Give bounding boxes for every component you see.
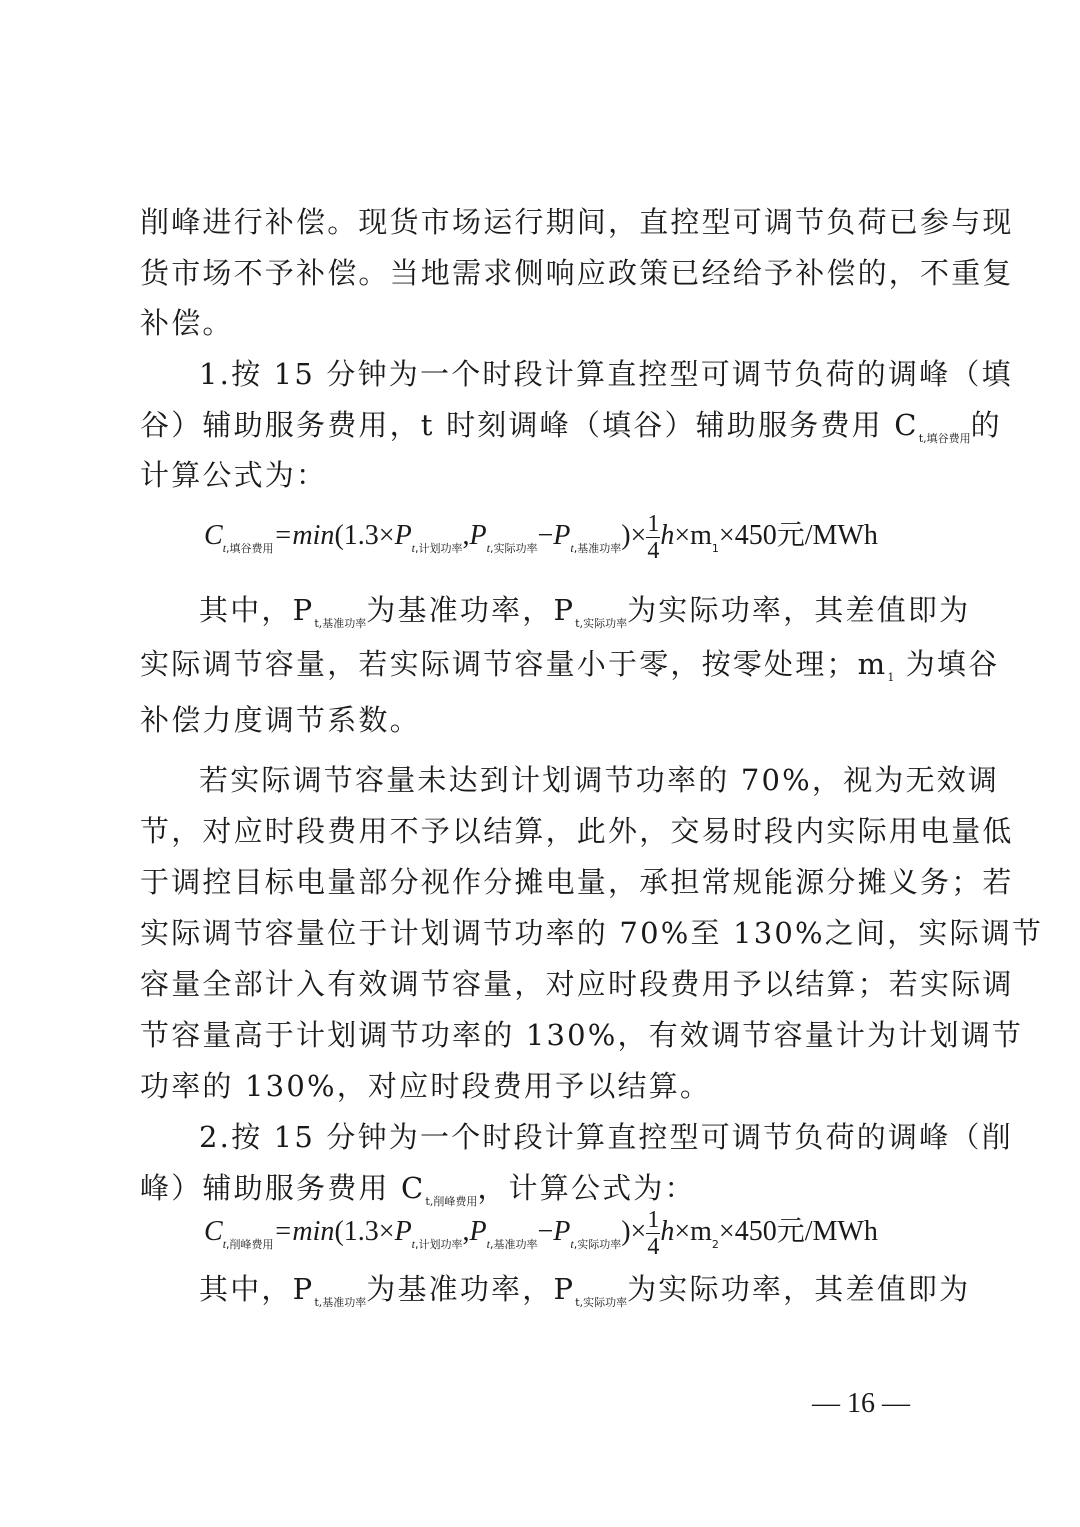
text-run: 为填谷 (894, 647, 1000, 681)
formula-subscript: t (222, 540, 227, 555)
formula-symbol: P (553, 519, 571, 551)
formula-text: (1.3× (334, 1215, 395, 1247)
formula-symbol: P (469, 519, 487, 551)
formula-subscript: ,基准功率 (489, 1237, 538, 1251)
paragraph-line: 计算公式为： (140, 458, 328, 492)
formula-text: ×m (674, 519, 712, 551)
formula-symbol: h (660, 1215, 675, 1247)
text-run: 的 (970, 408, 1002, 442)
paragraph-line: 若实际调节容量未达到计划调节功率的 70%，视为无效调 (199, 763, 1000, 797)
formula-text: , (462, 1215, 470, 1247)
formula-subscript: t (486, 540, 490, 555)
text-run: 为基准功率，P (366, 593, 576, 627)
formula-subscript: ,填谷费用 (226, 541, 274, 555)
formula-subscript: 2 (711, 1237, 719, 1251)
paragraph-line (199, 593, 971, 630)
text-run: 其中，P (199, 593, 315, 627)
subscript: t,基准功率 (314, 1296, 367, 1309)
formula-subscript: t (570, 540, 574, 555)
formula-symbol: P (469, 1215, 487, 1247)
text-run: 为实际功率，其差值即为 (627, 1272, 971, 1306)
formula-subscript: t (486, 1236, 490, 1251)
page-number: — 16 — (812, 1388, 910, 1419)
paragraph-line: 节，对应时段费用不予以结算，此外，交易时段内实际用电量低 (140, 814, 1014, 848)
text-run: 实际调节容量，若实际调节容量小于零，按零处理；m (140, 647, 888, 681)
subscript: t,基准功率 (314, 617, 367, 630)
subscript: t,实际功率 (575, 617, 628, 630)
formula-symbol: P (394, 1215, 412, 1247)
formula-subscript: t (411, 1236, 416, 1251)
text-run: 谷）辅助服务费用，t 时刻调峰（填谷）辅助服务费用 C (140, 408, 919, 442)
formula-symbol: C (204, 519, 223, 551)
formula-symbol: C (204, 1215, 223, 1247)
subscript: t,实际功率 (575, 1296, 628, 1309)
formula-text: ×m (674, 1215, 712, 1247)
paragraph-line: 2.按 15 分钟为一个时段计算直控型可调节负荷的调峰（削 (199, 1120, 1013, 1154)
formula-text: , (462, 519, 470, 551)
fraction-denominator: 4 (647, 1234, 660, 1260)
formula-subscript: ,基准功率 (573, 541, 622, 555)
paragraph-line: 削峰进行补偿。现货市场运行期间，直控型可调节负荷已参与现 (140, 205, 1014, 239)
formula-peak-shaving-fee (204, 1208, 878, 1259)
fraction-numerator: 1 (647, 511, 660, 537)
subscript: t,削峰费用 (425, 1195, 478, 1208)
paragraph-line: 补偿力度调节系数。 (140, 703, 421, 737)
paragraph-line (140, 408, 1002, 445)
formula-fraction (646, 512, 660, 563)
formula-subscript: 1 (711, 541, 719, 555)
formula-subscript: ,实际功率 (489, 541, 538, 555)
paragraph-line: 实际调节容量位于计划调节功率的 70%至 130%之间，实际调节 (140, 916, 1044, 950)
formula-subscript: ,计划功率 (415, 541, 463, 555)
subscript: 1 (887, 671, 895, 684)
formula-text: (1.3× (334, 519, 395, 551)
paragraph-line: 1.按 15 分钟为一个时段计算直控型可调节负荷的调峰（填 (199, 357, 1013, 391)
formula-subscript: ,实际功率 (573, 1237, 622, 1251)
formula-text: )× (621, 1215, 647, 1247)
subscript: t,填谷费用 (918, 432, 971, 445)
text-run: 其中，P (199, 1272, 315, 1306)
text-run: 峰）辅助服务费用 C (140, 1171, 426, 1205)
paragraph-line (140, 1171, 940, 1208)
formula-text: )× (621, 519, 647, 551)
formula-subscript: ,削峰费用 (226, 1237, 274, 1251)
text-run: ，计算公式为： (477, 1171, 696, 1205)
formula-subscript: t (222, 1236, 227, 1251)
paragraph-line (140, 647, 1000, 684)
formula-subscript: t (570, 1236, 574, 1251)
formula-fill-valley-fee (204, 512, 878, 563)
formula-text: ×450元/MWh (718, 1215, 878, 1247)
formula-subscript: t (411, 540, 416, 555)
formula-operator: =min (273, 1215, 335, 1247)
fraction-denominator: 4 (647, 538, 660, 564)
paragraph-line: 节容量高于计划调节功率的 130%，有效调节容量计为计划调节 (140, 1018, 1024, 1052)
formula-symbol: P (553, 1215, 571, 1247)
formula-text: ×450元/MWh (718, 519, 878, 551)
paragraph-line: 功率的 130%，对应时段费用予以结算。 (140, 1069, 712, 1103)
formula-fraction (646, 1208, 660, 1259)
paragraph-line: 容量全部计入有效调节容量，对应时段费用予以结算；若实际调 (140, 967, 1014, 1001)
formula-operator: − (537, 519, 554, 551)
formula-symbol: P (394, 519, 412, 551)
paragraph-line: 货市场不予补偿。当地需求侧响应政策已经给予补偿的，不重复 (140, 256, 1014, 290)
text-run: 为基准功率，P (366, 1272, 576, 1306)
fraction-numerator: 1 (647, 1207, 660, 1233)
paragraph-line (199, 1272, 971, 1309)
text-run: 为实际功率，其差值即为 (627, 593, 971, 627)
formula-symbol: h (660, 519, 675, 551)
formula-subscript: ,计划功率 (415, 1237, 463, 1251)
formula-operator: − (537, 1215, 554, 1247)
paragraph-line: 于调控目标电量部分视作分摊电量，承担常规能源分摊义务；若 (140, 865, 1014, 899)
formula-operator: =min (273, 519, 335, 551)
paragraph-line: 补偿。 (140, 306, 234, 340)
